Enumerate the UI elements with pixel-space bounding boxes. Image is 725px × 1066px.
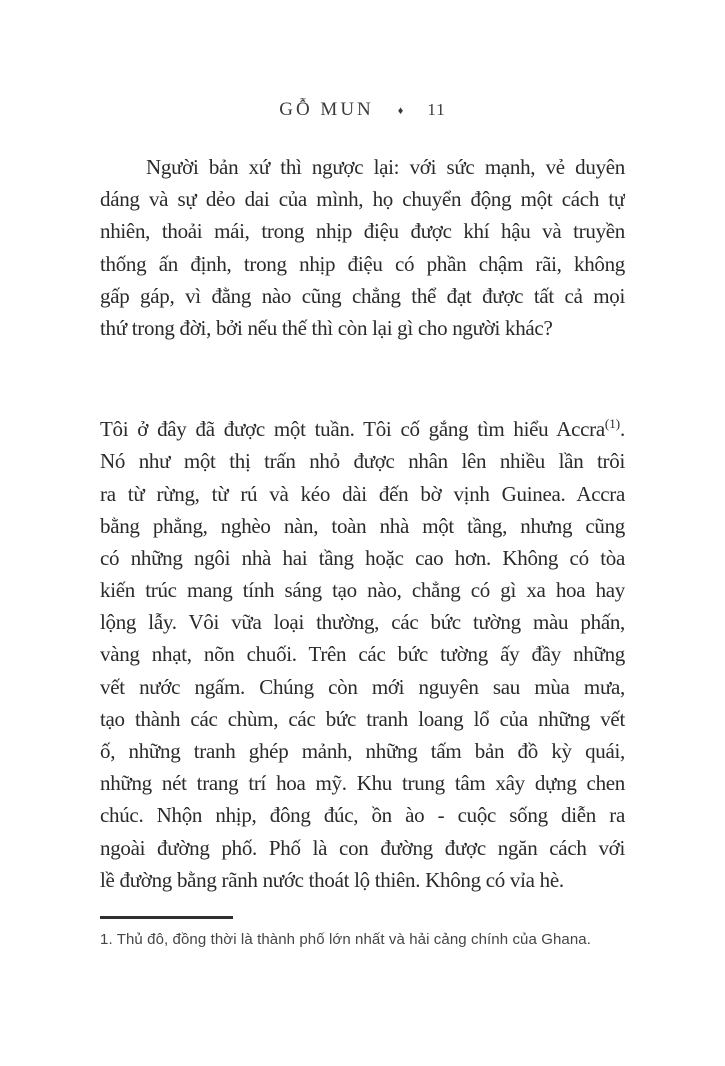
running-header [0, 99, 725, 121]
text-line: Người bản xứ thì ngược lại: với sức mạnh, vẻ duyên [146, 155, 625, 179]
text-line: thứ trong đời, bởi nếu thế thì còn lại gì cho người khác? [100, 315, 553, 340]
footnote-marker: (1) [604, 416, 621, 432]
text-line: ngoài đường phố. Phố là con đường được ngăn cách với [100, 835, 625, 860]
text-line: có những ngôi nhà hai tầng hoặc cao hơn. Không có tòa [100, 545, 625, 570]
text-line: lề đường bằng rãnh nước thoát lộ thiên. Không có vỉa hè. [100, 867, 564, 892]
running-title: GỖ MUN [279, 99, 374, 120]
text-line: ra từ rừng, từ rú và kéo dài đến bờ vịnh Guinea. Accra [100, 481, 625, 506]
paragraph-2 [100, 413, 625, 896]
text-line: vết nước ngấm. Chúng còn mới nguyên sau mùa mưa, [100, 674, 625, 699]
text-line: chúc. Nhộn nhịp, đông đúc, ồn ào - cuộc sống diễn ra [100, 803, 625, 828]
text-line: vàng nhạt, nõn chuối. Trên các bức tường ấy đầy những [100, 642, 625, 667]
text-line: những nét trang trí hoa mỹ. Khu trung tâm xây dựng chen [100, 771, 625, 796]
text-line: Tôi ở đây đã được một tuần. Tôi cố gắng tìm hiểu Accra$^{(1)}$. [100, 416, 625, 442]
text-line: Nó như một thị trấn nhỏ được nhân lên nhiều lần trôi [100, 449, 625, 474]
text-line: lộng lẫy. Vôi vữa loại thường, các bức tường màu phấn, [100, 610, 625, 635]
text-line: ố, những tranh ghép mảnh, những tấm bản đồ kỳ quái, [100, 739, 625, 763]
text-line: nhiên, thoải mái, trong nhịp điệu được khí hậu và truyền [100, 219, 625, 244]
text-line: tạo thành các chùm, các bức tranh loang lổ của những vết [100, 706, 625, 731]
body-text [100, 151, 625, 896]
text-line: thống ấn định, trong nhịp điệu có phần chậm rãi, không [100, 251, 625, 276]
page-number: 11 [427, 100, 446, 119]
text-line: dáng và sự dẻo dai của mình, họ chuyển động một cách tự [100, 187, 625, 212]
footnote-rule [100, 916, 233, 919]
diamond-separator-icon: ♦ [397, 104, 404, 117]
paragraph-1 [100, 151, 625, 344]
text-line: bằng phẳng, nghèo nàn, toàn nhà một tầng, nhưng cũng [100, 513, 625, 538]
text-line: gấp gáp, vì đằng nào cũng chẳng thể đạt được tất cả mọi [100, 283, 625, 308]
text-line: kiến trúc mang tính sáng tạo nào, chẳng có gì xa hoa hay [100, 578, 625, 603]
footnote-text: 1. Thủ đô, đồng thời là thành phố lớn nhất và hải cảng chính của Ghana. [100, 931, 592, 948]
